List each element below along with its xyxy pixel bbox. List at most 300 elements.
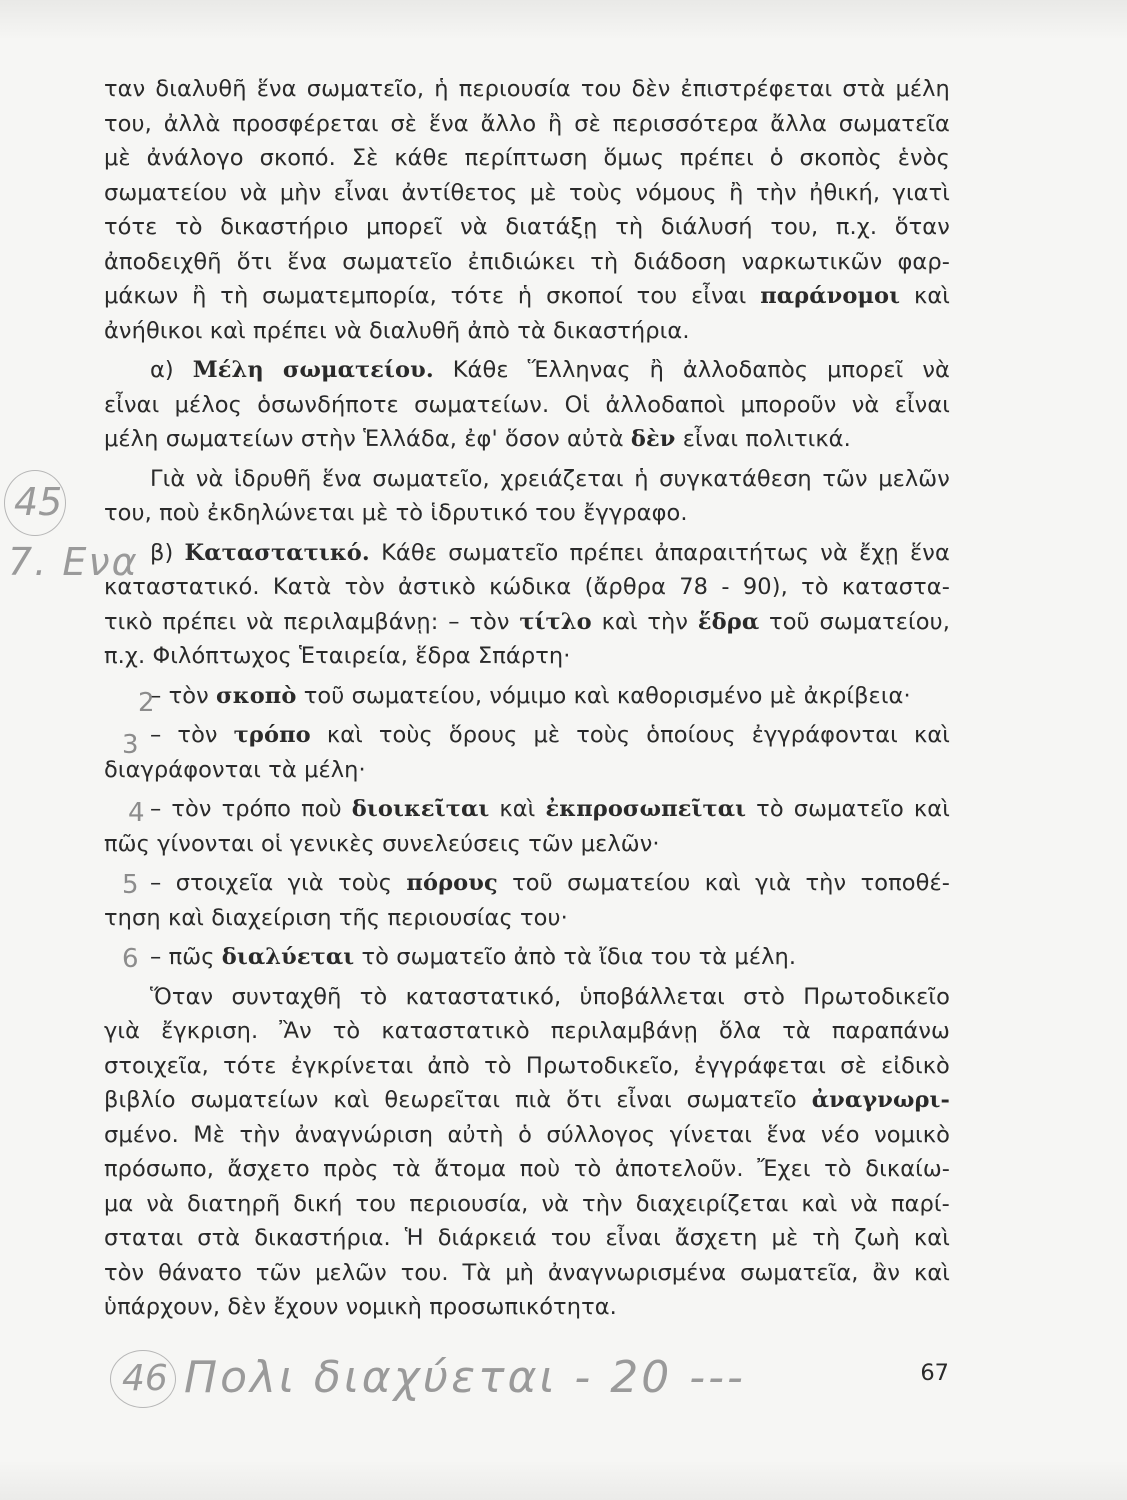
word: πρόσωπο, — [104, 1156, 214, 1182]
word: διατηρῆ — [186, 1190, 281, 1217]
word: Πρωτοδικεῖο — [803, 983, 950, 1010]
word: πρέπει — [679, 145, 754, 171]
text-line — [104, 753, 950, 788]
word: καταστα- — [841, 574, 950, 600]
word: νὰ — [460, 214, 488, 240]
word: σωματεῖο — [686, 1087, 797, 1113]
word: ὁ — [769, 145, 784, 171]
word: α) — [150, 357, 174, 383]
text-line — [104, 940, 950, 975]
word: ἕνα — [256, 76, 297, 102]
word: γιὰ — [104, 1018, 141, 1044]
word: αὐτὴ — [447, 1121, 504, 1148]
word: σωματεμπορία, — [262, 283, 437, 309]
bold-word: Καταστατικό. — [184, 539, 370, 566]
word: τὴν — [239, 1121, 281, 1148]
text-span: τοῦ σωματείου, νόμιμο καὶ καθορισμένο μὲ ἀκρίβεια· — [296, 682, 911, 709]
text-line — [104, 1221, 950, 1256]
text-line — [104, 639, 950, 674]
word: χρειάζεται — [500, 465, 624, 492]
word: στοιχεῖα, — [104, 1052, 209, 1079]
word: τὸν — [469, 608, 510, 635]
word: Ἂν — [279, 1018, 312, 1044]
word: σωματεῖα, — [740, 1259, 859, 1286]
word: σωματεῖο, — [372, 465, 490, 492]
handwritten-item-number: 5 — [122, 870, 139, 900]
bold-word: τίτλο — [519, 608, 592, 635]
word: τὸ — [359, 983, 388, 1010]
word: τῶν — [255, 1259, 302, 1286]
word: τοὺς — [378, 722, 433, 748]
word: σκοποί — [546, 283, 623, 309]
word: τὸ — [756, 796, 784, 822]
word: Ἔχει — [757, 1156, 811, 1182]
word: μάκων — [104, 283, 179, 309]
word: περίπτωση — [464, 145, 588, 171]
word: νὰ — [195, 465, 224, 492]
word: ναρκωτικῶν — [741, 248, 883, 275]
bold-text: διαλύεται — [221, 944, 355, 970]
text-line — [104, 792, 950, 827]
word: δική — [293, 1190, 343, 1217]
word: σωματείου, — [819, 608, 950, 635]
word: τοὺς — [576, 722, 631, 748]
word: θεωρεῖται — [384, 1087, 501, 1113]
word: τοποθέ- — [860, 870, 950, 896]
word: νέο — [820, 1121, 860, 1148]
word: του, — [104, 110, 152, 137]
word: τὸν — [104, 1259, 145, 1286]
word: τὴ — [615, 214, 644, 240]
word: παρί- — [890, 1190, 950, 1217]
word: Σὲ — [351, 145, 379, 171]
text-span: – πῶς — [150, 944, 222, 970]
word: ἔγκριση. — [161, 1018, 259, 1044]
word: μὲ — [529, 179, 557, 206]
word: ἀλλὰ — [163, 110, 221, 137]
word: ἀπὸ — [427, 1052, 470, 1079]
text-line — [104, 827, 950, 862]
word: στὸ — [743, 983, 786, 1010]
word: του — [580, 76, 622, 102]
text-line — [104, 462, 950, 497]
word: μελῶν — [878, 465, 950, 492]
word: τὴν — [805, 870, 847, 896]
word: θάνατο — [158, 1259, 243, 1286]
word: νὰ — [851, 391, 880, 418]
word: εἶναι — [605, 1225, 661, 1251]
word: του, — [770, 214, 819, 240]
word: ἂν — [872, 1259, 901, 1286]
word: καὶ — [913, 1225, 950, 1251]
word: ὅταν — [894, 214, 950, 240]
word: νὰ — [239, 179, 268, 206]
word: τοῦ — [769, 608, 810, 635]
word: τὸ — [801, 574, 829, 600]
word: γιὰ — [287, 870, 324, 896]
word: μὲ — [533, 722, 561, 748]
word: ἐγγράφεται — [694, 1052, 826, 1079]
word: δικαστήρια. — [254, 1225, 391, 1251]
word: περιλαμβάνῃ: — [283, 608, 439, 635]
text-span: ὑπάρχουν, δὲν ἔχουν νομικὴ προσωπικότητα. — [104, 1294, 617, 1320]
word: τὸ — [824, 1156, 852, 1182]
bold-word: σωματείου. — [282, 357, 434, 383]
word: ὁποίους — [646, 722, 736, 748]
word: μπορεῖ — [827, 357, 904, 383]
word: μέλος — [174, 391, 242, 418]
word: σωματεῖο — [342, 248, 453, 275]
text-line — [104, 245, 950, 280]
handwritten-item-number: 2 — [138, 688, 155, 718]
word: τότε — [104, 214, 158, 240]
word: περισσότερα — [612, 110, 759, 137]
word: περιουσία, — [409, 1190, 529, 1217]
word: πρέπει — [569, 539, 644, 566]
word: νόμους — [635, 179, 717, 206]
word: ἀνάλογο — [146, 145, 244, 171]
text-line — [104, 605, 950, 640]
word: σὲ — [390, 110, 418, 137]
bold-text: σκοπὸ — [216, 682, 297, 709]
word: τοὺς — [569, 179, 623, 206]
word: Ὅταν — [150, 983, 214, 1010]
page-number: 67 — [920, 1360, 949, 1386]
bold-word: ἕδρα — [697, 608, 760, 635]
word: μὴν — [279, 179, 322, 206]
text-span: εἶναι πολιτικά. — [675, 426, 851, 452]
word: τὴν — [647, 608, 689, 635]
text-span: του, ποὺ ἐκδηλώνεται μὲ τὸ ἱδρυτικό του ἔγγραφο. — [104, 500, 688, 526]
text-line — [104, 107, 950, 142]
word: τὴ — [220, 283, 249, 309]
word: ἕνα — [428, 110, 469, 137]
word: Μὲ — [193, 1121, 226, 1148]
word: στοιχεῖα — [175, 870, 274, 896]
word: ἐπιδιώκει — [467, 248, 576, 275]
word: νὰ — [922, 357, 950, 383]
word: ἀπαραιτήτως — [654, 539, 810, 566]
word: ἀντίθετος — [401, 179, 518, 206]
word: νὰ — [146, 1190, 174, 1217]
word: ἑνὸς — [897, 145, 950, 171]
word: κάθε — [394, 145, 449, 171]
text-line — [104, 279, 950, 314]
word: τὸν — [171, 796, 212, 822]
word: κώδικα — [489, 574, 572, 600]
word: μελῶν — [315, 1259, 387, 1286]
text-line — [104, 1256, 950, 1291]
word: του — [550, 1225, 592, 1251]
text-line — [104, 353, 950, 388]
word: ἕνα — [287, 248, 328, 275]
text-line — [104, 72, 950, 107]
text-span: μέλη σωματείων στὴν Ἑλλάδα, ἐφ' ὅσον αὐτὰ — [104, 426, 631, 452]
word: ἢ — [192, 283, 207, 309]
word: σωματείων — [190, 1087, 319, 1113]
word: σωματεῖα — [838, 110, 950, 137]
word: μποροῦν — [740, 391, 837, 418]
word: καὶ — [326, 722, 363, 748]
text-line — [104, 536, 950, 571]
word: ἐγκρίνεται — [290, 1052, 414, 1079]
word: ἀλλοδαπὸς — [682, 357, 809, 383]
word: ἀλλοδαποὶ — [605, 391, 726, 418]
word: σταται — [104, 1225, 184, 1251]
text-line — [104, 980, 950, 1015]
handwritten-note: 7. Ενα — [8, 540, 139, 584]
text-line — [104, 176, 950, 211]
word: 90), — [742, 574, 788, 600]
word: σὲ — [574, 110, 601, 137]
word: ἔχῃ — [859, 539, 899, 566]
word: τὰ — [392, 1156, 421, 1182]
word: – — [150, 870, 162, 896]
word: συγκατάθεση — [659, 465, 812, 492]
word: πρὸς — [323, 1156, 379, 1182]
word: διαχειρίζεται — [635, 1190, 789, 1217]
word: διάρκειά — [437, 1225, 537, 1251]
word: διάλυσή — [660, 214, 753, 240]
word: νὰ — [246, 608, 274, 635]
word: 78 — [679, 574, 709, 600]
word: σύλλογος — [546, 1121, 656, 1148]
word: ὅλα — [718, 1018, 762, 1044]
word: μὲ — [771, 1225, 799, 1251]
word: μέλη — [895, 76, 950, 102]
word: τὸ — [484, 1052, 512, 1079]
word: μα — [104, 1190, 134, 1217]
text-line — [104, 141, 950, 176]
word: τὰ — [782, 1018, 811, 1044]
handwritten-item-number: 3 — [122, 730, 139, 760]
word: του. — [400, 1259, 449, 1286]
bold-word: παράνομοι — [760, 283, 901, 309]
word: τρόπο — [221, 796, 292, 822]
word: καὶ — [913, 796, 950, 822]
word: εἶναι — [104, 391, 160, 418]
text-span: διαγράφονται τὰ μέλη· — [104, 756, 366, 783]
word: στὰ — [197, 1225, 241, 1251]
handwritten-note: Πολι διαχύεται - 20 --- — [184, 1352, 746, 1403]
text-line — [104, 1290, 950, 1325]
word: ἐγγράφονται — [751, 722, 898, 748]
word: εἶναι — [616, 1087, 672, 1113]
word: τὸ — [332, 1018, 361, 1044]
word: μὲ — [104, 145, 131, 171]
word: μπορεῖ — [366, 214, 443, 240]
word: ἕνα — [321, 465, 362, 492]
text-line — [104, 422, 950, 457]
word: νομικὸ — [874, 1121, 950, 1148]
word: (ἄρθρα — [584, 574, 666, 600]
word: ἀστικὸ — [398, 574, 476, 600]
text-body — [104, 72, 950, 1325]
word: Κάθε — [452, 357, 509, 383]
text-line — [104, 1187, 950, 1222]
word: β) — [150, 539, 174, 566]
word: σὲ — [840, 1052, 867, 1079]
word: σωματείου — [567, 870, 691, 896]
word: νὰ — [820, 539, 848, 566]
text-span: τηση καὶ διαχείριση τῆς περιουσίας του· — [104, 904, 568, 931]
word: καὶ — [801, 1190, 838, 1217]
word: ἡ — [634, 465, 649, 492]
bold-word: διοικεῖται — [351, 796, 490, 822]
word: σωματεῖο, — [306, 76, 425, 102]
text-line — [104, 1083, 950, 1118]
word: μὴ — [505, 1259, 534, 1286]
text-line — [104, 866, 950, 901]
word: ὑποβάλλεται — [579, 983, 725, 1010]
word: ἄλλο — [480, 110, 537, 137]
handwritten-item-number: 6 — [122, 944, 139, 974]
word: ἕνα — [766, 1121, 807, 1148]
word: ὅτι — [236, 248, 273, 275]
word: ἀποτελοῦν. — [614, 1156, 744, 1182]
word: σωματεῖο — [793, 796, 904, 822]
word: Πρωτοδικεῖο, — [525, 1052, 680, 1079]
word: Οἱ — [564, 391, 591, 418]
word: ποὺ — [301, 796, 342, 822]
word: – — [150, 722, 162, 748]
word: σκοπό. — [259, 145, 336, 171]
word: καὶ — [499, 796, 536, 822]
word: ἄσχετη — [674, 1225, 758, 1251]
word: νὰ — [850, 1190, 878, 1217]
word: καὶ — [913, 1259, 950, 1286]
word: δὲν — [631, 76, 671, 102]
word: διατάξῃ — [505, 214, 598, 240]
handwritten-number: 46 — [122, 1358, 168, 1399]
text-line — [104, 570, 950, 605]
word: καταστατικὸ — [381, 1018, 530, 1044]
word: τοῦ — [512, 870, 553, 896]
word: τὸν — [344, 574, 385, 600]
word: στὰ — [842, 76, 886, 102]
word: προσφέρεται — [232, 110, 379, 137]
word: ὁ — [518, 1121, 532, 1148]
word: εἰδικὸ — [881, 1052, 950, 1079]
word: ὁσωνδήποτε — [257, 391, 399, 418]
word: σμένο. — [104, 1121, 179, 1148]
word: ἕνα — [910, 539, 950, 566]
word: πρέπει — [162, 608, 237, 635]
word: γιατὶ — [892, 179, 950, 206]
word: τὸ — [175, 214, 203, 240]
word: δικαστήριο — [220, 214, 349, 240]
word: ἡ — [517, 283, 533, 309]
word: συνταχθῆ — [231, 983, 342, 1010]
word: Ἕλληνας — [527, 357, 631, 383]
word: εἶναι — [333, 179, 390, 206]
word: εἶναι — [691, 283, 747, 309]
word: τοὺς — [338, 870, 393, 896]
word: ἐπιστρέφεται — [680, 76, 833, 102]
word: καταστατικό. — [104, 574, 260, 600]
word: ἠθική, — [809, 179, 881, 206]
word: τὴ — [590, 248, 619, 275]
word: σωματείων. — [414, 391, 550, 418]
word: τότε — [223, 1052, 277, 1079]
word: Τὰ — [462, 1259, 492, 1286]
word: καὶ — [913, 722, 950, 748]
word: ἄσχετο — [227, 1156, 310, 1182]
word: ἢ — [548, 110, 563, 137]
word: διάδοση — [633, 248, 727, 275]
text-line — [104, 314, 950, 349]
word: ἀναγνώριση — [294, 1121, 434, 1148]
word: τικὸ — [104, 608, 153, 635]
word: Γιὰ — [150, 465, 186, 492]
word: ἢ — [729, 179, 744, 206]
bold-word: ἀναγνωρι- — [811, 1087, 950, 1113]
bold-word: Μέλη — [192, 357, 264, 383]
word: δικαίω- — [865, 1156, 950, 1182]
word: – — [448, 608, 460, 635]
text-line — [104, 718, 950, 753]
handwritten-number: 45 — [14, 480, 63, 524]
word: του — [355, 1190, 397, 1217]
bold-word: τρόπο — [233, 722, 311, 748]
text-span: τὸ σωματεῖο ἀπὸ τὰ ἴδια του τὰ μέλη. — [354, 944, 797, 970]
word: ὅτι — [566, 1087, 602, 1113]
word: καὶ — [913, 283, 950, 309]
text-span: – τὸν — [150, 682, 217, 709]
word: παραπάνω — [831, 1018, 950, 1044]
word: τὴ — [812, 1225, 841, 1251]
text-line — [104, 901, 950, 936]
word: καὶ — [601, 608, 638, 635]
text-span: π.χ. Φιλόπτωχος Ἑταιρεία, ἕδρα Σπάρτη· — [104, 643, 571, 669]
word: διαλυθῆ — [155, 76, 247, 102]
word: Κάθε — [381, 539, 437, 566]
handwritten-item-number: 4 — [128, 798, 145, 828]
word: ἀναγνωρισμένα — [547, 1259, 727, 1286]
word: τὸ — [573, 1156, 602, 1182]
text-line — [104, 1118, 950, 1153]
word: - — [721, 574, 730, 600]
word: σωματείου — [104, 179, 228, 206]
bold-text: δὲν — [630, 426, 676, 452]
word: γίνεται — [669, 1121, 753, 1148]
text-line — [104, 679, 950, 714]
word: Κατὰ — [272, 574, 332, 600]
word: ζωὴ — [854, 1225, 900, 1251]
word: περιουσία — [458, 76, 571, 102]
text-span: πῶς γίνονται οἱ γενικὲς συνελεύσεις τῶν μελῶν· — [104, 830, 660, 857]
text-line — [104, 210, 950, 245]
word: βιβλίο — [104, 1087, 176, 1113]
word: σκοπὸς — [799, 145, 882, 171]
word: ἄτομα — [434, 1156, 507, 1182]
text-span: ἀνήθικοι καὶ πρέπει νὰ διαλυθῆ ἀπὸ τὰ δικαστήρια. — [104, 317, 690, 344]
bold-word: ἐκπροσωπεῖται — [545, 796, 747, 822]
word: ὅρους — [448, 722, 518, 748]
text-line — [104, 1014, 950, 1049]
word: τὴν — [756, 179, 797, 206]
word: γιὰ — [755, 870, 792, 896]
word: – — [150, 796, 162, 822]
word: ταν — [104, 76, 146, 102]
word: ἱδρυθῆ — [234, 465, 312, 492]
word: ἡ — [434, 76, 449, 102]
word: τὸν — [177, 722, 218, 748]
text-line — [104, 496, 950, 531]
word: ποὺ — [519, 1156, 561, 1182]
text-line — [104, 1152, 950, 1187]
word: τὴν — [582, 1190, 623, 1217]
